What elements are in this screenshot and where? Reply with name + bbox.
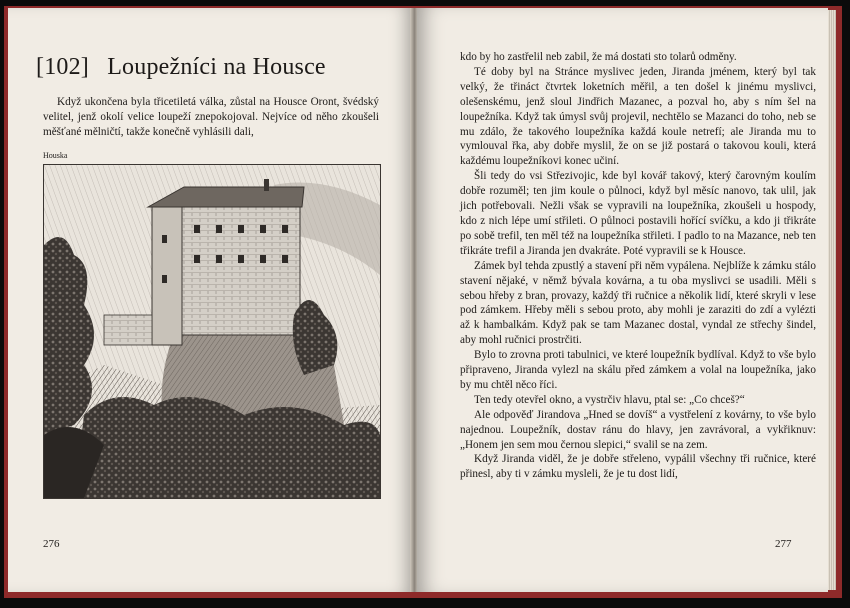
paragraph: Zámek byl tehda zpustlý a stavení při něm vypálena. Nejblíže k zámku stálo stavení nějaké, v němž bývala kovárna, a tu oba myslivci se usadili. Měli s sebou hřeby z bran, provazy, každý tři ručnice a několik lidí, které skryli v lese pod zámkem. Hřeby měli s sebou proto, aby mohli je zaraziti do zdí a vylézti až k hambalkám. Když pak se tam Mazanec dostal, vyndal ze střechy šindel, aby mohl ručnici prostrčiti.	[460, 259, 816, 347]
left-page	[8, 8, 412, 592]
chapter-title: Loupežníci na Housce	[107, 54, 326, 80]
houska-castle-illustration	[43, 164, 381, 499]
right-page-text	[460, 50, 816, 482]
paragraph: Když Jiranda viděl, že je dobře střeleno, vypálil všechny tři ručnice, které přinesl, aby ti v zámku mysleli, že je tu dost lidí,	[460, 453, 816, 481]
paragraph: Ten tedy otevřel okno, a vystrčiv hlavu, ptal se: „Co chceš?“	[474, 393, 745, 406]
page-number-left: 276	[43, 538, 60, 550]
chapter-number: [102]	[36, 54, 89, 80]
paragraph: kdo by ho zastřelil neb zabil, že má dostati sto tolarů odměny.	[460, 51, 737, 63]
paragraph: Ale odpověď Jirandova „Hned se dovíš“ a vystřelení z kovárny, to vše bylo najednou. Loupežník, dostav ránu do hlavy, jen zavrávoral, a vykřiknuv: „Honem jen sem mou černou slepici,“ svalil se na zem.	[460, 408, 816, 451]
paragraph: Bylo to zrovna proti tabulnici, ve které loupežník bydlíval. Když to vše bylo připraveno, Jiranda vylezl na skálu před zámkem a volal na loupežníka, jako by mu chtěl něco říci.	[460, 349, 816, 391]
paragraph: Šli tedy do vsi Střezivojic, kde byl kovář takový, který čarovným koulím dobře rozuměl; ten jim koule o půlnoci, když byl měsíc nanovo, tak ulil, jak jich potřebovali. Nežli však se vypravili na loupežníka, zkoušeli u hospody, kdo z nich lépe umí střileti. O půlnoci postavili hořící svíčku, a kdo ji třikráte po sobě trefil, ten měl též na loupežníka střileti. I padlo to na Mazance, neb ten třikráte trefil a Jiranda jen dvakráte. Poté vypravili se k Housce.	[460, 170, 816, 257]
page-edges	[828, 10, 836, 590]
chapter-heading	[36, 54, 326, 81]
illustration-caption: Houska	[43, 151, 68, 160]
right-page	[417, 8, 828, 592]
paragraph: Té doby byl na Stránce myslivec jeden, Jiranda jménem, který byl tak velký, že třináct čtvrtek loketních měřil, a ten došel k jinému myslivci, olešenskému, jenž sloul Jindřich Mazanec, a pozval ho, aby s ním šel na loupežníka. Když tak úmysl svůj projevil, nechtělo se Mazanci do toho, neb se mu zdálo, že takového loupežníka každá koule netrefí; ale Jiranda mu to vymlouval řka, aby dobře myslil, že on se již postará o takovou kouli, která každému loupežníkovi konec učiní.	[460, 65, 816, 168]
left-page-text	[43, 95, 379, 140]
page-number-right: 277	[775, 538, 792, 550]
paragraph: Když ukončena byla třicetiletá válka, zůstal na Housce Oront, švédský velitel, jenž okolí velice loupeží znepokojoval. Nejvíce od něho zkoušeli měšťané mělničtí, takže konečně vyhlásili dali,	[43, 96, 379, 138]
